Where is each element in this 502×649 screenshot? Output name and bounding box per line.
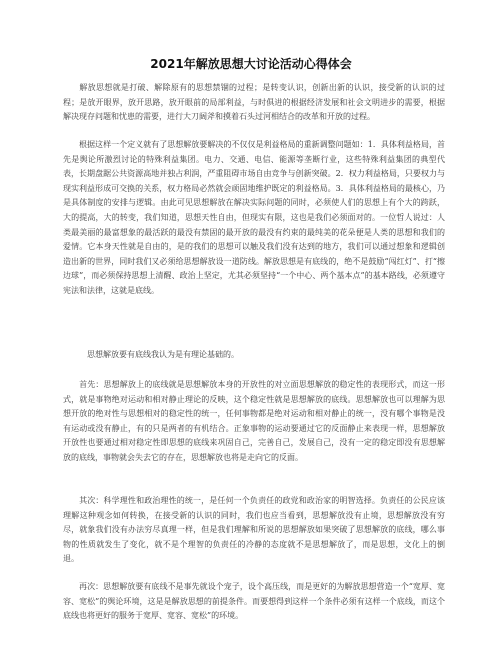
paragraph-3-text: 思想解放要有底线我认为是有理论基础的。	[87, 350, 239, 359]
paragraph-3	[63, 348, 445, 363]
paragraph-6-text: 再次：思想解放要有底线不是事先就设个宠子，设个高压线，而是更好的为解放思想营造一个“宽厚、宽容、宽松”的舆论环境，这是是解放思想的前提条件。而要想得到这样一个条件必须有这样一个底线，而这个底线也将更好的服务于宽厚、宽容、宽松”的环境。	[63, 582, 445, 621]
paragraph-2	[63, 138, 445, 299]
paragraph-5	[63, 494, 445, 567]
paragraph-1	[63, 81, 445, 125]
paragraph-4-text: 首先：思想解放上的底线就是思想解放本身的开放性的对立面思想解放的稳定性的表现形式，而这一形式，就是事物绝对运动和相对静止理论的反映，这个稳定性就是思想解放的底线。思想解放也可以理解为思想开放的绝对性与思想相对的稳定性的统一，任何事物都是绝对运动和相对静止的统一，没有哪个事物是没有运动或没有静止，有的只是两者的有机结合。正象事物的运动要通过它的反面静止来表现一样，思想解放开放性也要通过相对稳定性即思想的底线来巩固自己，完善自己，发展自己，没有一定的稳定即没有思想解放的底线，事物就会失去它的存在，思想解放也将是走向它的反面。	[63, 380, 445, 462]
paragraph-2-text: 根据这样一个定义就有了思想解放要解决的不仅仅是利益格局的重新调整问题如：1．具体利益格局，首先是舆论所激烈讨论的特殊利益集团。电力、交通、电信、能源等垄断行业，这些特殊利益集团的典型代表，长期盘踞公共资源高地并独占利润，严重阻碍市场自由竞争与创新突破。2．权力利益格局，只要权力与现实利益形成可交换的关系，权力格局必然就会顽固地维护既定的利益格局。3．具体利益格局的最核心，乃是具体制度的安排与逻辑。由此可见思想解放在解决实际问题的同时，必须使人们的思想上有个大的跨跃，大的提高，大的转变，我们知道，思想天性自由，但现实有限，这也是我们必须面对的。一位哲人说过：人类最美丽的最富想象的最活跃的最没有禁固的最开放的最没有约束的最纯美的花朵便是人类的思想和我们的爱情。它本身天性就是自由的，是的我们的思想可以触及我们没有达到的地方，我们可以通过想象和逻辑创造出新的世界，同时我们又必须给思想解放设一道防线。解放思想是有底线的，绝不是鼓励“闯红灯”、打“擦边球”，而必须保持思想上清醒、政治上坚定，尤其必须坚持“一个中心、两个基本点”的基本路线，必须遵守宪法和法律，这就是底线。	[63, 140, 445, 295]
paragraph-1-text: 解放思想就是打破、解除原有的思想禁锢的过程；是转变认识，创新出新的认识，接受新的认识的过程；是放开眼界，放开思路，放开眼前的局部利益，与时俱进的根据经济发展和社会文明进步的需要，根据解决现存问题和忧患的需要，进行大刀阔斧和摸着石头过河相结合的改革和开放的过程。	[63, 83, 445, 122]
paragraph-6	[63, 580, 445, 624]
document-title: 2021年解放思想大讨论活动心得体会	[150, 57, 352, 71]
paragraph-5-text: 其次：科学理性和政治理性的统一，是任何一个负责任的政党和政治家的明智选择。负责任的公民应该理解这种观念如何转换，在接受新的认识的同时，我们也应当看到，思想解放没有止境，思想解放没有穷尽，就象我们没有办法穷尽真理一样，但是我们理解和所说的思想解放如果突破了思想解放的底线，哪么事物的性质就发生了变化，就不是个理智的负责任的冷静的态度就不是思想解放了，而是思想，文化上的倒退。	[63, 496, 445, 564]
paragraph-4	[63, 378, 445, 466]
